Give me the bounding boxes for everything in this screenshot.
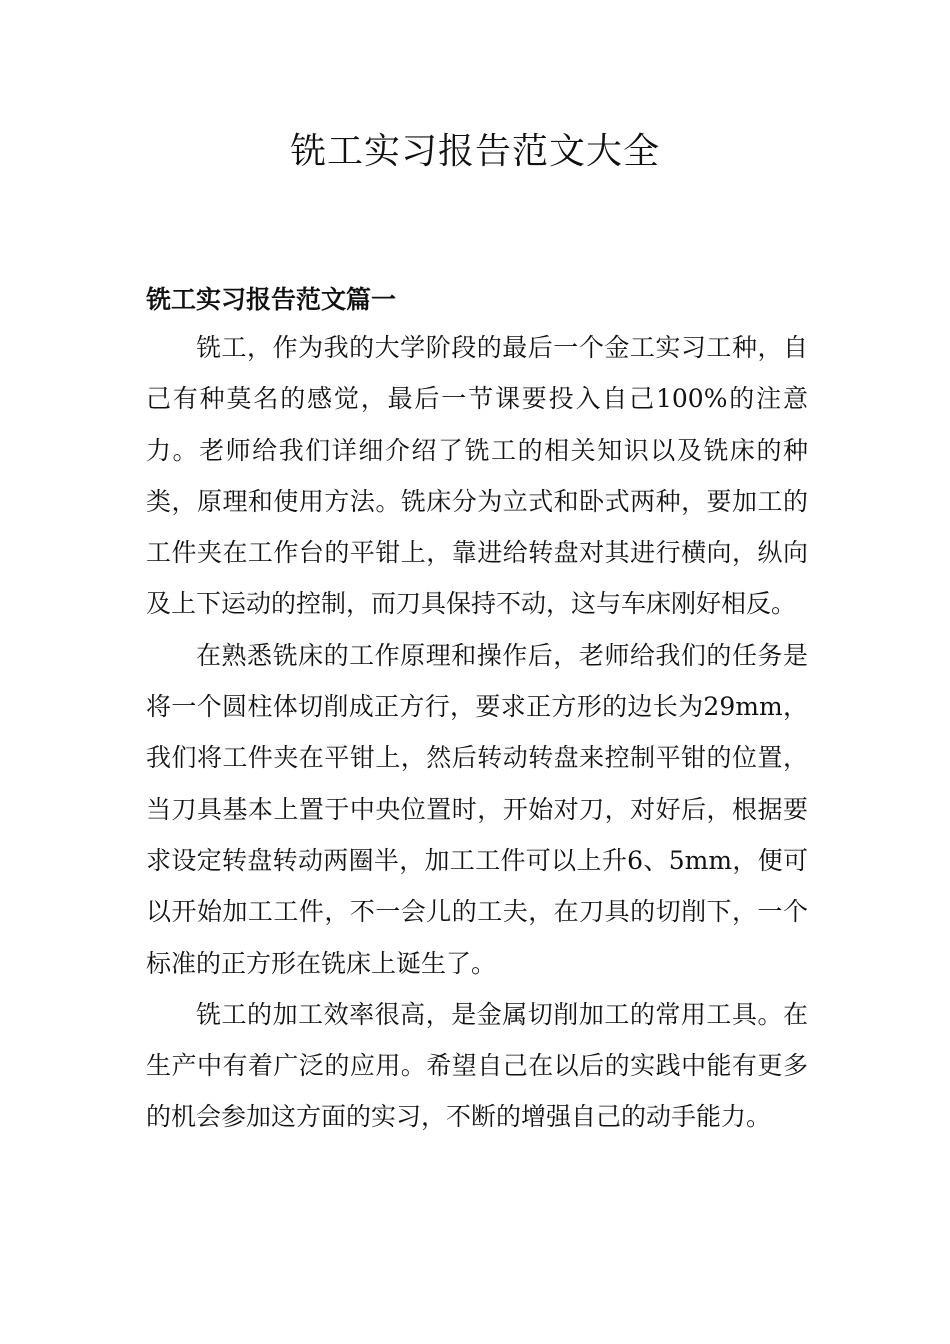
document-title: 铣工实习报告范文大全 — [289, 131, 660, 172]
paragraph-1: 铣工，作为我的大学阶段的最后一个金工实习工种，自己有种莫名的感觉，最后一节课要投入自己100%的注意力。老师给我们详细介绍了铣工的相关知识以及铣床的种类，原理和使用方法。铣床分为立式和卧式两种，要加工的工件夹在工作台的平钳上，靠进给转盘对其进行横向，纵向及上下运动的控制，而刀具保持不动，这与车床刚好相反。 — [146, 333, 808, 619]
paragraph-3: 铣工的加工效率很高，是金属切削加工的常用工具。在生产中有着广泛的应用。希望自己在以后的实践中能有更多的机会参加这方面的实习，不断的增强自己的动手能力。 — [146, 999, 808, 1132]
document-body — [146, 322, 808, 1143]
section-heading: 铣工实习报告范文篇一 — [146, 285, 397, 314]
paragraph-2: 在熟悉铣床的工作原理和操作后，老师给我们的任务是将一个圆柱体切削成正方行，要求正方形的边长为29mm，我们将工件夹在平钳上，然后转动转盘来控制平钳的位置，当刀具基本上置于中央位置时，开始对刀，对好后，根据要求设定转盘转动两圈半，加工工件可以上升6、5mm，便可以开始加工工件，不一会儿的工夫，在刀具的切削下，一个标准的正方形在铣床上诞生了。 — [146, 640, 808, 978]
